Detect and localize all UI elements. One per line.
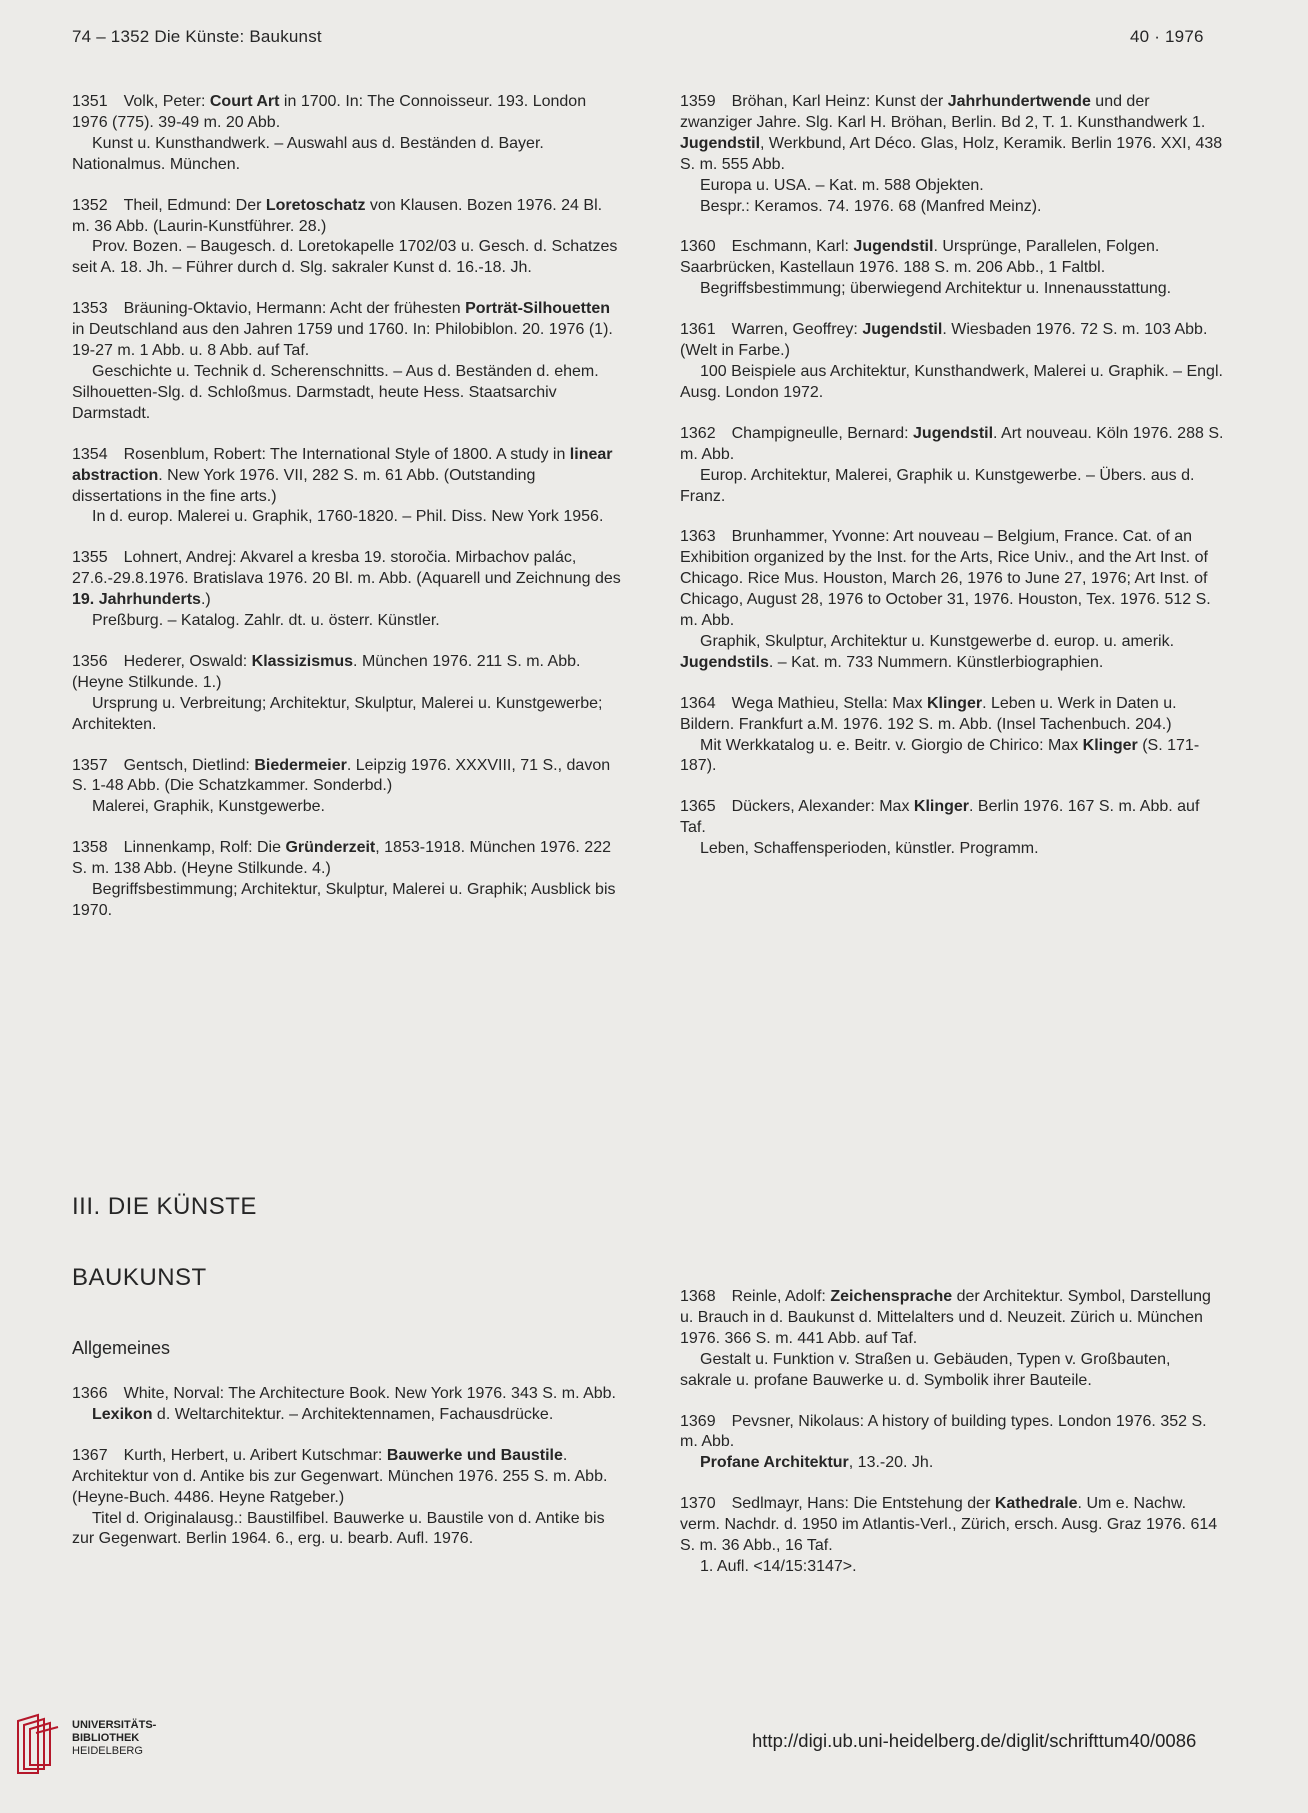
lower-left-column [72, 1384, 622, 1550]
section-heading-sub: BAUKUNST [72, 1264, 207, 1291]
bibliography-entry [72, 548, 622, 632]
entry-number: 1365 [680, 798, 732, 816]
bibliography-entry [680, 320, 1225, 404]
entry-citation: Rosenblum, Robert: The International Style of 1800. A study in linear abstraction. New York 1976. VII, 282 S. m. 61 Abb. (Outstanding dissertations in the fine arts.) [72, 445, 613, 505]
entry-citation: Eschmann, Karl: Jugendstil. Ursprünge, Parallelen, Folgen. Saarbrücken, Kastellaun 1976. 188 S. m. 206 Abb., 1 Faltbl. [680, 238, 1160, 277]
bibliography-entry [72, 1446, 622, 1551]
entry-number: 1367 [72, 1446, 124, 1464]
entry-citation: Gentsch, Dietlind: Biedermeier. Leipzig 1976. XXXVIII, 71 S., davon S. 1-48 Abb. (Die Schatzkammer. Sonderbd.) [72, 756, 611, 795]
bibliography-entry [72, 838, 622, 922]
lower-right-column [680, 1287, 1225, 1578]
entry-annotation: Malerei, Graphik, Kunstgewerbe. [92, 798, 325, 816]
entry-number: 1354 [72, 445, 124, 463]
entry-number: 1360 [680, 238, 732, 256]
bibliography-entry [680, 424, 1225, 508]
library-logo-icon [14, 1711, 62, 1777]
entry-citation: Pevsner, Nikolaus: A history of building types. London 1976. 352 S. m. Abb. [680, 1412, 1207, 1451]
bibliography-entry [680, 237, 1225, 300]
section-heading-subsub: Allgemeines [72, 1338, 171, 1358]
bibliography-entry [680, 1494, 1225, 1578]
entry-number: 1356 [72, 652, 124, 670]
library-logo-text [72, 1719, 156, 1758]
entry-citation: Reinle, Adolf: Zeichensprache der Architektur. Symbol, Darstellung u. Brauch in d. Baukunst d. Mittelalters und d. Neuzeit. Zürich u. München 1976. 366 S. m. 441 Abb. auf Taf. [680, 1288, 1211, 1347]
source-url-link[interactable]: http://digi.ub.uni-heidelberg.de/diglit/schrifttum40/0086 [752, 1730, 1197, 1751]
entry-citation: Theil, Edmund: Der Loretoschatz von Klausen. Bozen 1976. 24 Bl. m. 36 Abb. (Laurin-Kunstführer. 28.) [72, 196, 603, 235]
entry-citation: Hederer, Oswald: Klassizismus. München 1976. 211 S. m. Abb. (Heyne Stilkunde. 1.) [72, 652, 581, 691]
entry-annotation: Profane Architektur, 13.-20. Jh. [700, 1454, 934, 1472]
entry-citation: Wega Mathieu, Stella: Max Klinger. Leben u. Werk in Daten u. Bildern. Frankfurt a.M. 1976. 192 S. m. Abb. (Insel Tachenbuch. 204.) [680, 694, 1177, 733]
entry-annotation: 100 Beispiele aus Architektur, Kunsthandwerk, Malerei u. Graphik. – Engl. Ausg. London 1972. [680, 362, 1223, 401]
entry-number: 1369 [680, 1412, 732, 1430]
section-heading-main: III. DIE KÜNSTE [72, 1193, 257, 1220]
bibliography-entry [680, 527, 1225, 673]
right-column [680, 92, 1225, 860]
entry-number: 1364 [680, 694, 732, 712]
entry-number: 1363 [680, 528, 732, 546]
entry-number: 1351 [72, 93, 124, 110]
entry-annotation: Preßburg. – Katalog. Zahlr. dt. u. österr. Künstler. [92, 612, 440, 630]
entry-citation: Champigneulle, Bernard: Jugendstil. Art nouveau. Köln 1976. 288 S. m. Abb. [680, 424, 1224, 463]
library-logo[interactable] [14, 1711, 264, 1781]
entry-annotation: Geschichte u. Technik d. Scherenschnitts. – Aus d. Beständen d. ehem. Silhouetten-Slg. d. Schloßmus. Darmstadt, heute Hess. Staatsarchiv Darmstadt. [72, 362, 599, 422]
entry-annotation: Europa u. USA. – Kat. m. 588 Objekten. [700, 176, 984, 194]
running-header-right: 40 · 1976 [1130, 27, 1204, 46]
entry-citation: Lohnert, Andrej: Akvarel a kresba 19. storočia. Mirbachov palác, 27.6.-29.8.1976. Bratislava 1976. 20 Bl. m. Abb. (Aquarell und Zeichnung des 19. Jahrhunderts.) [72, 549, 621, 609]
entry-citation: Brunhammer, Yvonne: Art nouveau – Belgium, France. Cat. of an Exhibition organized by the Inst. for the Arts, Rice Univ., and the Art Inst. of Chicago. Rice Mus. Houston, March 26, 1976 to June 27, 1976; Art Inst. of Chicago, August 28, 1976 to October 31, 1976. Houston, Tex. 1976. 512 S. m. Abb. [680, 528, 1211, 630]
bibliography-entry [680, 797, 1225, 860]
bibliography-entry [72, 196, 622, 280]
bibliography-entry [72, 299, 622, 424]
left-column [72, 92, 622, 922]
entry-number: 1366 [72, 1385, 124, 1402]
entry-number: 1359 [680, 93, 732, 110]
entry-citation: Dückers, Alexander: Max Klinger. Berlin 1976. 167 S. m. Abb. auf Taf. [680, 798, 1200, 837]
entry-annotation: Gestalt u. Funktion v. Straßen u. Gebäuden, Typen v. Großbauten, sakrale u. profane Bauwerke u. d. Symbolik ihrer Bauteile. [680, 1350, 1171, 1389]
running-header-left: 74 – 1352 Die Künste: Baukunst [72, 27, 322, 46]
entry-annotation: Mit Werkkatalog u. e. Beitr. v. Giorgio de Chirico: Max Klinger (S. 171-187). [680, 736, 1200, 775]
entry-number: 1368 [680, 1288, 732, 1305]
entry-citation: Sedlmayr, Hans: Die Entstehung der Kathedrale. Um e. Nachw. verm. Nachdr. d. 1950 im Atlantis-Verl., Zürich, ersch. Ausg. Graz 1976. 614 S. m. 36 Abb., 16 Taf. [680, 1495, 1218, 1555]
entry-citation: Warren, Geoffrey: Jugendstil. Wiesbaden 1976. 72 S. m. 103 Abb. (Welt in Farbe.) [680, 321, 1208, 360]
logo-line-1: UNIVERSITÄTS- [72, 1719, 157, 1731]
entry-number: 1370 [680, 1495, 732, 1513]
entry-annotation: Graphik, Skulptur, Architektur u. Kunstgewerbe d. europ. u. amerik. Jugendstils. – Kat. m. 733 Nummern. Künstlerbiographien. [680, 632, 1175, 671]
bibliography-entry [72, 92, 622, 176]
entry-number: 1357 [72, 756, 124, 774]
entry-annotation: Europ. Architektur, Malerei, Graphik u. Kunstgewerbe. – Übers. aus d. Franz. [680, 466, 1195, 505]
entry-citation: Linnenkamp, Rolf: Die Gründerzeit, 1853-1918. München 1976. 222 S. m. 138 Abb. (Heyne Stilkunde. 4.) [72, 839, 611, 878]
entry-number: 1353 [72, 300, 124, 318]
entry-annotation: Prov. Bozen. – Baugesch. d. Loretokapelle 1702/03 u. Gesch. d. Schatzes seit A. 18. Jh. – Führer durch d. Slg. sakraler Kunst d. 16.-18. Jh. [72, 238, 618, 277]
bibliography-entry [72, 756, 622, 819]
entry-number: 1355 [72, 549, 124, 567]
entry-citation: White, Norval: The Architecture Book. New York 1976. 343 S. m. Abb. [123, 1385, 616, 1402]
entry-annotation: Lexikon d. Weltarchitektur. – Architektennamen, Fachausdrücke. [92, 1405, 554, 1423]
entry-number: 1352 [72, 196, 124, 214]
entry-citation: Kurth, Herbert, u. Aribert Kutschmar: Bauwerke und Baustile. Architektur von d. Antike bis zur Gegenwart. München 1976. 255 S. m. Abb. (Heyne-Buch. 4486. Heyne Ratgeber.) [72, 1446, 608, 1506]
entry-annotation: Titel d. Originalausg.: Baustilfibel. Bauwerke u. Baustile von d. Antike bis zur Gegenwart. Berlin 1964. 6., erg. u. bearb. Aufl. 1976. [72, 1509, 605, 1548]
entry-number: 1361 [680, 321, 732, 339]
entry-annotation: Leben, Schaffensperioden, künstler. Programm. [700, 840, 1039, 858]
entry-annotation: Kunst u. Kunsthandwerk. – Auswahl aus d. Beständen d. Bayer. Nationalmus. München. [72, 134, 544, 173]
entry-annotation: Begriffsbestimmung; überwiegend Architektur u. Innenausstattung. [700, 280, 1172, 298]
logo-line-2: BIBLIOTHEK [72, 1732, 140, 1744]
entry-annotation: Bespr.: Keramos. 74. 1976. 68 (Manfred Meinz). [700, 197, 1042, 215]
entry-citation: Bräuning-Oktavio, Hermann: Acht der frühesten Porträt-Silhouetten in Deutschland aus den Jahren 1759 und 1760. In: Philobiblon. 20. 1976 (1). 19-27 m. 1 Abb. u. 8 Abb. auf Taf. [72, 300, 613, 360]
entry-citation: Bröhan, Karl Heinz: Kunst der Jahrhundertwende und der zwanziger Jahre. Slg. Karl H. Bröhan, Berlin. Bd 2, T. 1. Kunsthandwerk 1. Jugendstil, Werkbund, Art Déco. Glas, Holz, Keramik. Berlin 1976. XXI, 438 S. m. 555 Abb. [680, 93, 1223, 173]
entry-number: 1362 [680, 424, 732, 442]
entry-citation: Volk, Peter: Court Art in 1700. In: The Connoisseur. 193. London 1976 (775). 39-49 m. 20 Abb. [72, 93, 587, 131]
bibliography-entry [72, 445, 622, 529]
bibliography-entry [680, 92, 1225, 217]
logo-line-3: HEIDELBERG [72, 1745, 143, 1757]
bibliography-entry [680, 1287, 1225, 1392]
entry-annotation: 1. Aufl. <14/15:3147>. [700, 1557, 857, 1575]
bibliography-entry [72, 652, 622, 736]
entry-annotation: In d. europ. Malerei u. Graphik, 1760-1820. – Phil. Diss. New York 1956. [92, 508, 604, 526]
bibliography-entry [680, 1412, 1225, 1475]
entry-number: 1358 [72, 839, 124, 857]
entry-annotation: Ursprung u. Verbreitung; Architektur, Skulptur, Malerei u. Kunstgewerbe; Architekten. [72, 694, 603, 733]
bibliography-entry [72, 1384, 622, 1426]
bibliography-entry [680, 694, 1225, 778]
entry-annotation: Begriffsbestimmung; Architektur, Skulptur, Malerei u. Graphik; Ausblick bis 1970. [72, 881, 616, 919]
